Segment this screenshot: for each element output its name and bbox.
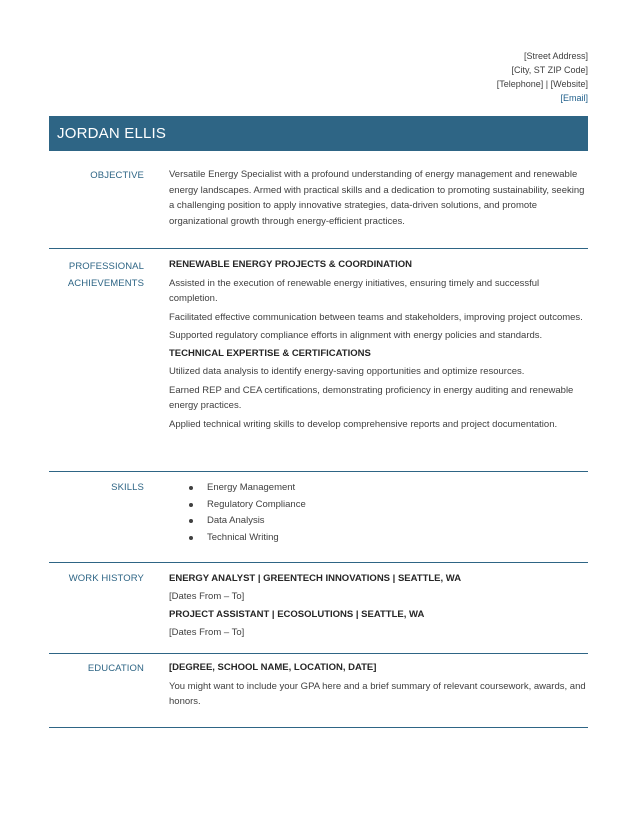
achievements-body bbox=[169, 257, 586, 432]
skills-section bbox=[49, 480, 588, 563]
skill-label: Technical Writing bbox=[207, 531, 279, 543]
work-history-section bbox=[49, 571, 588, 654]
objective-text bbox=[169, 167, 586, 229]
list-item bbox=[169, 530, 586, 547]
achievement-heading: RENEWABLE ENERGY PROJECTS & COORDINATION bbox=[169, 259, 412, 270]
job-title: ENERGY ANALYST | GREENTECH INNOVATIONS | SEATTLE, WA bbox=[169, 573, 462, 584]
objective-paragraph: Versatile Energy Specialist with a profound understanding of energy management and renewable energy landscapes. Armed with practical skills and a dedication to promoting sustainability, seeking a challenging position to apply innovative strategies, data-driven solutions, and promote organizational growth through energy-efficient practices. bbox=[169, 169, 585, 227]
phone-website: [Telephone] | [Website] bbox=[496, 79, 588, 89]
skills-list bbox=[169, 480, 586, 546]
section-label: SKILLS bbox=[111, 482, 144, 493]
section-label-line: PROFESSIONAL bbox=[68, 261, 144, 272]
bullet-icon bbox=[189, 536, 193, 540]
education-section bbox=[49, 661, 588, 728]
achievement-item: Applied technical writing skills to develop comprehensive reports and project documentation. bbox=[169, 418, 558, 430]
job-title: PROJECT ASSISTANT | ECOSOLUTIONS | SEATTLE, WA bbox=[169, 609, 425, 620]
candidate-name: JORDAN ELLIS bbox=[57, 125, 167, 142]
achievement-heading: TECHNICAL EXPERTISE & CERTIFICATIONS bbox=[169, 347, 371, 359]
section-label-line: ACHIEVEMENTS bbox=[67, 278, 144, 289]
section-label: WORK HISTORY bbox=[68, 573, 144, 584]
bullet-icon bbox=[189, 519, 193, 523]
skill-label: Regulatory Compliance bbox=[207, 498, 306, 510]
achievement-item: Facilitated effective communication between teams and stakeholders, improving project outcomes. bbox=[169, 311, 583, 323]
job-dates: [Dates From – To] bbox=[169, 591, 245, 602]
education-body bbox=[169, 660, 586, 710]
achievement-item: Supported regulatory compliance efforts in alignment with energy policies and standards. bbox=[169, 330, 543, 341]
list-item bbox=[169, 480, 586, 497]
achievements-section bbox=[49, 257, 588, 472]
email-address: [Email] bbox=[560, 93, 588, 103]
city-state-zip: [City, ST ZIP Code] bbox=[511, 65, 588, 75]
list-item bbox=[169, 497, 586, 514]
bullet-icon bbox=[189, 486, 193, 490]
section-label: EDUCATION bbox=[87, 663, 144, 674]
name-banner bbox=[49, 116, 588, 151]
bullet-icon bbox=[189, 503, 193, 507]
list-item bbox=[169, 513, 586, 530]
contact-info bbox=[497, 49, 588, 105]
section-label: OBJECTIVE bbox=[90, 170, 144, 181]
street-address: [Street Address] bbox=[523, 51, 588, 61]
achievement-item: Utilized data analysis to identify energy-saving opportunities and optimize resources. bbox=[169, 366, 525, 377]
achievement-item: Earned REP and CEA certifications, demonstrating proficiency in energy auditing and renewable energy practices. bbox=[169, 384, 574, 411]
education-summary: You might want to include your GPA here and a brief summary of relevant coursework, awards, and honors. bbox=[169, 680, 586, 707]
skills-body bbox=[169, 480, 586, 546]
section-label bbox=[49, 258, 144, 292]
objective-section bbox=[49, 167, 588, 249]
degree-line: [DEGREE, SCHOOL NAME, LOCATION, DATE] bbox=[169, 662, 377, 673]
work-history-body bbox=[169, 570, 586, 642]
skill-label: Energy Management bbox=[207, 482, 296, 493]
skill-label: Data Analysis bbox=[207, 515, 265, 526]
job-dates: [Dates From – To] bbox=[169, 627, 245, 638]
achievement-item: Assisted in the execution of renewable energy initiatives, ensuring timely and successful completion. bbox=[169, 277, 540, 304]
